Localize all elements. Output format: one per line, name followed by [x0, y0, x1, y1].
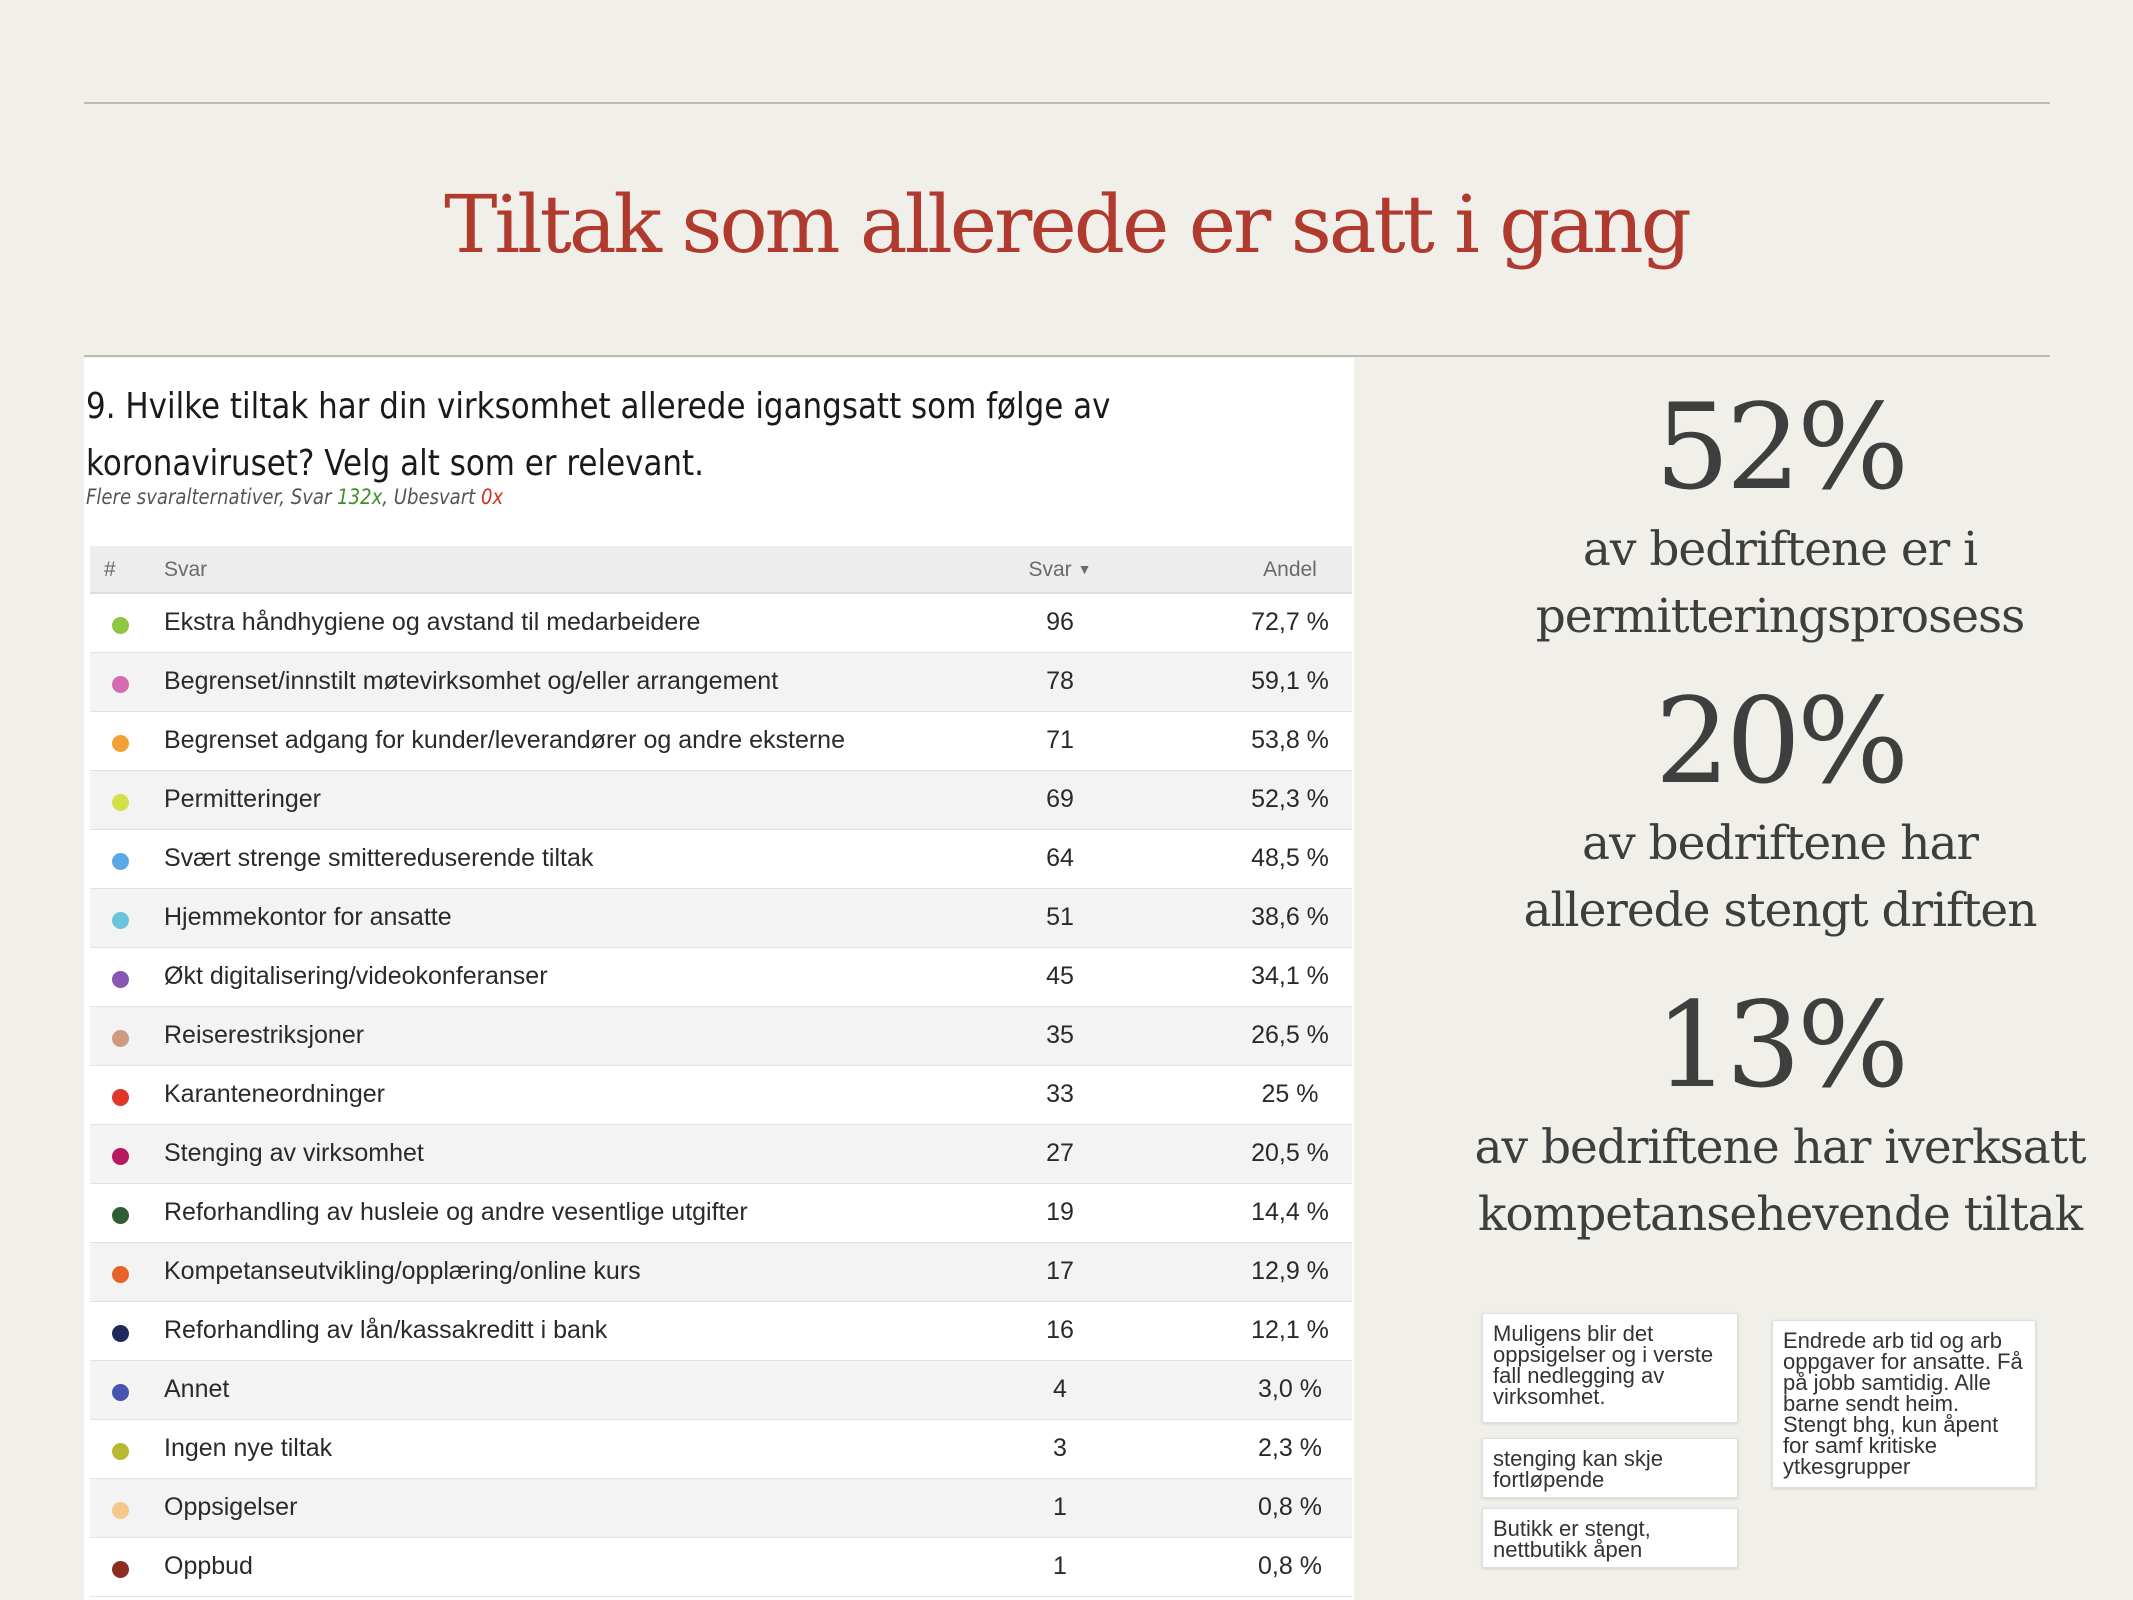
table-row — [90, 1184, 1352, 1243]
answer-count: 78 — [1046, 667, 1074, 695]
answer-count: 45 — [1046, 962, 1074, 990]
answer-share: 59,1 % — [1251, 667, 1329, 695]
answer-label: Permitteringer — [164, 785, 321, 813]
answer-label: Reforhandling av lån/kassakreditt i bank — [164, 1316, 608, 1344]
color-dot-icon — [112, 1443, 129, 1460]
answer-label: Kompetanseutvikling/opplæring/online kurs — [164, 1257, 641, 1285]
unanswered-count: 0x — [480, 485, 504, 509]
answer-count: 4 — [1053, 1375, 1067, 1403]
answer-label: Hjemmekontor for ansatte — [164, 903, 452, 931]
answer-share: 14,4 % — [1251, 1198, 1329, 1226]
answer-count: 35 — [1046, 1021, 1074, 1049]
answer-label: Begrenset/innstilt møtevirksomhet og/eller arrangement — [164, 667, 779, 695]
answer-share: 2,3 % — [1258, 1434, 1322, 1462]
table-body — [90, 594, 1352, 1597]
answer-share: 0,8 % — [1258, 1552, 1322, 1580]
color-dot-icon — [112, 794, 129, 811]
answer-label: Begrenset adgang for kunder/leverandører og andre eksterne — [164, 726, 845, 754]
color-dot-icon — [112, 1502, 129, 1519]
column-header-count[interactable] — [1010, 558, 1110, 582]
answer-share: 34,1 % — [1251, 962, 1329, 990]
answer-share: 25 % — [1261, 1080, 1319, 1108]
table-row — [90, 830, 1352, 889]
answer-count: 71 — [1046, 726, 1074, 754]
answer-label: Stenging av virksomhet — [164, 1139, 424, 1167]
answers-count: 132x — [337, 485, 383, 509]
answer-count: 51 — [1046, 903, 1074, 931]
answer-label: Oppsigelser — [164, 1493, 298, 1521]
answer-count: 3 — [1053, 1434, 1067, 1462]
color-dot-icon — [112, 735, 129, 752]
answer-count: 19 — [1046, 1198, 1074, 1226]
table-row — [90, 653, 1352, 712]
answer-label: Reiserestriksjoner — [164, 1021, 365, 1049]
answer-share: 52,3 % — [1251, 785, 1329, 813]
stat-value: 13% — [1654, 976, 1906, 1114]
stat-1 — [1460, 378, 2100, 650]
answer-share: 38,6 % — [1251, 903, 1329, 931]
answer-label: Oppbud — [164, 1552, 253, 1580]
color-dot-icon — [112, 971, 129, 988]
answer-share: 0,8 % — [1258, 1493, 1322, 1521]
answer-label: Ekstra håndhygiene og avstand til medarbeidere — [164, 608, 701, 636]
color-dot-icon — [112, 853, 129, 870]
color-dot-icon — [112, 1089, 129, 1106]
comment-note: Muligens blir det oppsigelser og i verste fall nedlegging av virksomhet. — [1482, 1313, 1738, 1423]
answer-count: 1 — [1053, 1552, 1067, 1580]
stat-desc-line1: av bedriftene har iverksatt — [1474, 1120, 2086, 1175]
table-row — [90, 948, 1352, 1007]
answer-label: Reforhandling av husleie og andre vesentlige utgifter — [164, 1198, 748, 1226]
results-table — [90, 546, 1352, 1597]
table-row — [90, 1125, 1352, 1184]
table-header — [90, 546, 1352, 594]
color-dot-icon — [112, 1325, 129, 1342]
stat-value: 52% — [1654, 378, 1906, 516]
color-dot-icon — [112, 1561, 129, 1578]
answer-count: 17 — [1046, 1257, 1074, 1285]
answer-label: Annet — [164, 1375, 230, 1403]
stat-value: 20% — [1654, 672, 1906, 810]
stat-desc-line2: permitteringsprosess — [1535, 589, 2025, 644]
answer-share: 12,1 % — [1251, 1316, 1329, 1344]
stat-2 — [1460, 672, 2100, 944]
answer-share: 3,0 % — [1258, 1375, 1322, 1403]
color-dot-icon — [112, 1384, 129, 1401]
color-dot-icon — [112, 1266, 129, 1283]
answer-share: 48,5 % — [1251, 844, 1329, 872]
table-row — [90, 1479, 1352, 1538]
top-divider — [84, 102, 2050, 104]
table-row — [90, 1538, 1352, 1597]
table-row — [90, 712, 1352, 771]
stat-desc-line2: kompetansehevende tiltak — [1477, 1187, 2083, 1242]
table-row — [90, 771, 1352, 830]
answer-share: 12,9 % — [1251, 1257, 1329, 1285]
answer-share: 72,7 % — [1251, 608, 1329, 636]
question-meta — [86, 485, 503, 509]
stat-desc-line1: av bedriftene er i — [1582, 522, 1978, 577]
slide-title: Tiltak som allerede er satt i gang — [444, 178, 1689, 271]
color-dot-icon — [112, 617, 129, 634]
meta-middle: , Ubesvart — [382, 485, 481, 509]
column-header-answer: Svar — [164, 558, 208, 581]
answer-count: 69 — [1046, 785, 1074, 813]
stat-desc-line2: allerede stengt driften — [1523, 883, 2037, 938]
table-row — [90, 1007, 1352, 1066]
stat-3 — [1460, 976, 2100, 1248]
answer-count: 1 — [1053, 1493, 1067, 1521]
table-row — [90, 1066, 1352, 1125]
answer-count: 27 — [1046, 1139, 1074, 1167]
comment-note: Endrede arb tid og arb oppgaver for ansatte. Få på jobb samtidig. Alle barne sendt heim. Stengt bhg, kun åpent for samf kritiske ytkesgrupper — [1772, 1320, 2036, 1488]
color-dot-icon — [112, 676, 129, 693]
title-divider — [84, 355, 2050, 357]
table-row — [90, 594, 1352, 653]
answer-count: 33 — [1046, 1080, 1074, 1108]
answer-share: 26,5 % — [1251, 1021, 1329, 1049]
answer-share: 53,8 % — [1251, 726, 1329, 754]
sort-down-icon: ▼ — [1077, 561, 1092, 577]
answer-label: Økt digitalisering/videokonferanser — [164, 962, 548, 990]
column-header-share[interactable]: Andel — [1263, 558, 1317, 581]
table-row — [90, 1361, 1352, 1420]
answer-label: Karanteneordninger — [164, 1080, 385, 1108]
color-dot-icon — [112, 1148, 129, 1165]
answer-count: 16 — [1046, 1316, 1074, 1344]
answer-count: 96 — [1046, 608, 1074, 636]
column-header-count-label: Svar — [1028, 558, 1072, 581]
color-dot-icon — [112, 1207, 129, 1224]
table-row — [90, 1420, 1352, 1479]
table-row — [90, 889, 1352, 948]
answer-count: 64 — [1046, 844, 1074, 872]
survey-panel — [84, 358, 1354, 1600]
comment-note: stenging kan skje fortløpende — [1482, 1438, 1738, 1498]
question-text: 9. Hvilke tiltak har din virksomhet allerede igangsatt som følge av koronaviruset? Velg alt som er relevant. — [86, 386, 1111, 484]
meta-prefix: Flere svaralternativer, Svar — [86, 485, 338, 509]
color-dot-icon — [112, 912, 129, 929]
answer-label: Svært strenge smittereduserende tiltak — [164, 844, 594, 872]
color-dot-icon — [112, 1030, 129, 1047]
comment-note: Butikk er stengt, nettbutikk åpen — [1482, 1508, 1738, 1568]
table-row — [90, 1302, 1352, 1361]
answer-share: 20,5 % — [1251, 1139, 1329, 1167]
table-row — [90, 1243, 1352, 1302]
column-header-number: # — [104, 558, 116, 581]
stat-desc-line1: av bedriftene har — [1582, 816, 1978, 871]
answer-label: Ingen nye tiltak — [164, 1434, 333, 1462]
